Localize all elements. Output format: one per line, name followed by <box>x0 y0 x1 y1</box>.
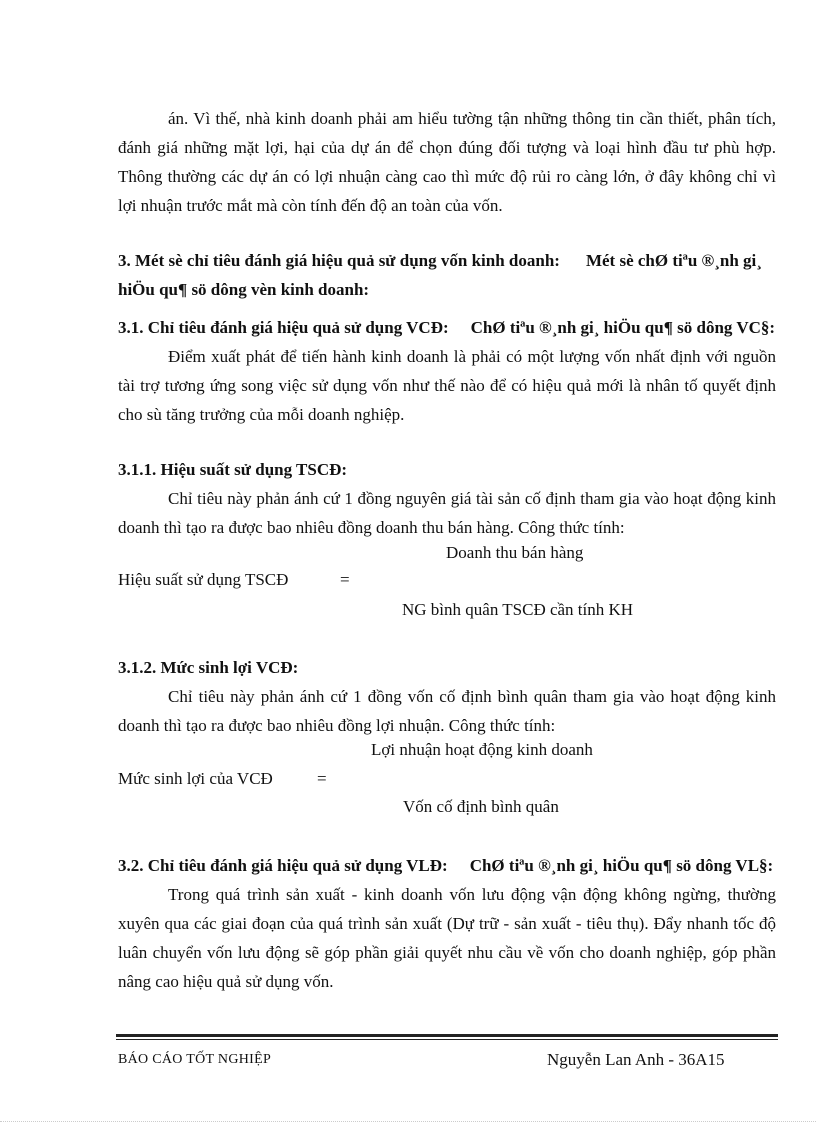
formula-2-denominator: Vốn cố định bình quân <box>403 797 559 816</box>
section-3-1-paragraph: Điểm xuất phát để tiến hành kinh doanh là phải có một lượng vốn nhất định với nguồn tài trợ tương ứng song việc sử dụng vốn như thế nào để có hiệu quả mới là nhân tố quyết định cho sù tăng trưởng của mỗi doanh nghiệp. <box>118 347 776 424</box>
section-3-1-2-heading: 3.1.2. Mức sinh lợi VCĐ: <box>118 658 299 677</box>
section-3-2-heading-text: 3.2. Chỉ tiêu đánh giá hiệu quả sử dụng VLĐ: <box>118 856 448 875</box>
section-3 <box>118 246 776 304</box>
footer-title: BÁO CÁO TỐT NGHIỆP <box>118 1052 272 1067</box>
section-3-2-paragraph: Trong quá trình sản xuất - kinh doanh vốn lưu động vận động không ngừng, thường xuyên qua các giai đoạn của quá trình sản xuất (Dự trữ - sản xuất - tiêu thụ). Đẩy nhanh tốc độ luân chuyển vốn lưu động sẽ góp phần giải quyết nhu cầu về vốn cho doanh nghiệp, góp phần nâng cao hiệu quả sử dụng vốn. <box>118 885 776 991</box>
section-3-2-heading-alt: ChØ tiªu ®¸nh gi¸ hiÖu qu¶ sö dông VL§: <box>469 856 774 875</box>
section-3-1-1-heading: 3.1.1. Hiệu suất sử dụng TSCĐ: <box>118 460 348 479</box>
formula-1-numerator: Doanh thu bán hàng <box>446 543 584 562</box>
formula-1-left: Hiệu suất sử dụng TSCĐ <box>118 570 289 589</box>
section-3-1-heading-alt: ChØ tiªu ®¸nh gi¸ hiÖu qu¶ sö dông VC§: <box>470 318 776 337</box>
section-3-2 <box>118 851 776 996</box>
formula-1-equals: = <box>340 570 350 589</box>
formula-1-denominator: NG bình quân TSCĐ cần tính KH <box>402 600 634 619</box>
intro-paragraph: án. Vì thế, nhà kinh doanh phải am hiểu tường tận những thông tin cần thiết, phân tích, đánh giá những mặt lợi, hại của dự án để chọn đúng đối tượng và loại hình đầu tư phù hợp. Thông thường các dự án có lợi nhuận càng cao thì mức độ rủi ro càng lớn, ở đây không chỉ vì lợi nhuận trước mắt mà còn tính đến độ an toàn của vốn. <box>118 109 776 215</box>
page-edge-divider <box>0 1121 816 1122</box>
formula-2-left: Mức sinh lợi của VCĐ <box>118 769 273 788</box>
section-3-1-1-paragraph: Chỉ tiêu này phản ánh cứ 1 đồng nguyên giá tài sản cố định tham gia vào hoạt động kinh doanh thì tạo ra được bao nhiêu đồng doanh thu bán hàng. Công thức tính: <box>118 489 776 537</box>
footer-rule-thick <box>116 1034 778 1037</box>
intro-block <box>118 104 776 220</box>
section-3-1-2-paragraph: Chỉ tiêu này phản ánh cứ 1 đồng vốn cố định bình quân tham gia vào hoạt động kinh doanh thì tạo ra được bao nhiêu đồng lợi nhuận. Công thức tính: <box>118 687 776 735</box>
section-3-1-heading-text: 3.1. Chỉ tiêu đánh giá hiệu quả sử dụng VCĐ: <box>118 318 449 337</box>
formula-2-numerator: Lợi nhuận hoạt động kinh doanh <box>371 740 593 759</box>
section-3-1-1 <box>118 455 776 542</box>
footer-author: Nguyễn Lan Anh - 36A15 <box>547 1050 725 1069</box>
section-3-2-heading <box>118 851 776 880</box>
section-3-1-heading <box>118 313 776 342</box>
footer-rule-thin <box>116 1039 778 1040</box>
section-3-heading-text: 3. Mét sè chỉ tiêu đánh giá hiệu quả sử dụng vốn kinh doanh: <box>118 251 560 270</box>
section-3-heading <box>118 246 776 304</box>
section-3-1 <box>118 313 776 429</box>
formula-2-equals: = <box>317 769 327 788</box>
section-3-1-2 <box>118 653 776 740</box>
section-3-heading-alt: Mét sè chØ tiªu ®¸nh gi¸ hiÖu qu¶ sö dông vèn kinh doanh: <box>118 251 762 299</box>
